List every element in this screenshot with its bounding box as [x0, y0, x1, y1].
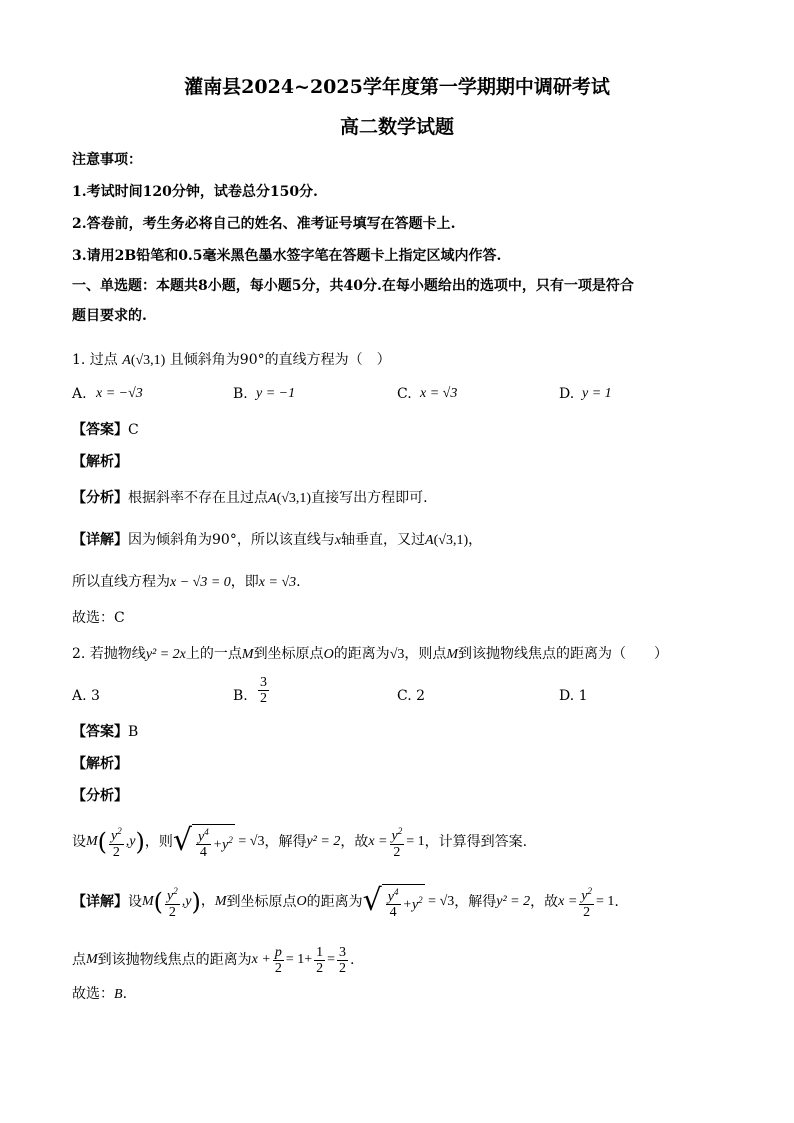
- q2-f-solve: ，解得: [264, 834, 307, 850]
- notice-heading: 注意事项：: [72, 152, 142, 168]
- q2-f-sqrt-expr: √ $\frac{y^4}{4}$ $+y^2$: [172, 822, 233, 861]
- q1-option-c-label: C.: [397, 386, 412, 402]
- q2-dist: √3: [389, 647, 405, 662]
- q1-detail: [72, 530, 732, 551]
- q2-mid3: 的距离为: [333, 646, 390, 662]
- q2-d-frac-x: $\frac{y^2}{2}$: [581, 886, 593, 920]
- q1-fenxi-text-b: 直接写出方程即可.: [311, 490, 428, 506]
- q1-detail-text-a: 因为倾斜角为90°，所以该直线与: [128, 532, 335, 548]
- q1-fenxi-tag: 【分析】: [72, 490, 128, 506]
- q2-d-end: .: [614, 894, 619, 910]
- q1-point-coords: (√3,1): [130, 353, 166, 368]
- q2-option-b-label: B.: [233, 688, 248, 704]
- q2-d2-m: M: [86, 952, 98, 967]
- q2-parabola: y² = 2x: [145, 647, 186, 662]
- q2-d-so: ，故: [530, 894, 559, 910]
- q2-choose: [72, 984, 732, 1005]
- q1-detail-line2: [72, 572, 732, 593]
- q2-f-then: ，则: [144, 834, 173, 850]
- left-paren-glyph: (: [97, 828, 108, 856]
- q2-option-d: D. 1: [559, 688, 588, 704]
- exam-title: 灌南县2024~2025学年度第一学期期中调研考试: [184, 76, 610, 98]
- q2-mid2: 到坐标原点: [253, 646, 324, 662]
- q1-answer-tag: 【答案】: [72, 422, 128, 438]
- q2-analysis-tag: 【解析】: [72, 756, 128, 772]
- q2-mid5: 到该抛物线焦点的距离为（ ）: [458, 646, 669, 662]
- q1-detail2-eq: x − √3 = 0: [170, 575, 231, 590]
- q2-d-y2: y² = 2: [496, 894, 531, 909]
- q2-d2-frac-p: $\frac{p}{2}$: [274, 944, 282, 976]
- q2-mid4: ，则点: [404, 646, 447, 662]
- q1-choose: 故选：C: [72, 610, 125, 626]
- q1-answer-value: C: [128, 422, 139, 438]
- q2-d2-frac-half: $\frac{1}{2}$: [316, 944, 324, 976]
- notice-item-1: 1.考试时间120分钟，试卷总分150分.: [72, 184, 318, 200]
- q2-f-m: M: [86, 834, 98, 849]
- q2-d2-a: 点: [72, 952, 86, 968]
- q1-fenxi: [72, 488, 732, 509]
- q1-suffix: 且倾斜角为90°的直线方程为（ ）: [169, 352, 391, 368]
- q2-point-m-2: M: [446, 647, 459, 662]
- q2-choose-value: B: [114, 987, 123, 1002]
- q2-f-end: ，计算得到答案.: [424, 834, 528, 850]
- q2-fenxi-body: 设 M ( $\frac{y^2}{2}$ ,y ) ，则 √ $\frac{y^4}{4}$ $+y^2$ = √3 ，解得 y² = 2 ，故 x = $\frac{y^2}{2}$ = 1 ，计算得到答案.: [72, 822, 528, 861]
- question-1: [72, 350, 732, 371]
- q1-option-b-label: B.: [233, 386, 248, 402]
- q2-prefix: 2. 若抛物线: [72, 646, 146, 662]
- right-paren-glyph: ): [191, 888, 201, 916]
- q1-option-b: y = −1: [256, 386, 296, 401]
- section-heading-line1: 一、单选题：本题共8小题，每小题5分，共40分.在每小题给出的选项中，只有一项是符合: [72, 278, 634, 294]
- notice-item-3: 3.请用2B铅笔和0.5毫米黑色墨水签字笔在答题卡上指定区域内作答.: [72, 248, 502, 264]
- q1-fenxi-text-a: 根据斜率不存在且过点: [128, 490, 268, 506]
- q2-f-frac-x: $\frac{y^2}{2}$: [391, 826, 403, 860]
- q2-fenxi-tag: 【分析】: [72, 788, 128, 804]
- q1-answer: [72, 420, 732, 440]
- q1-detail-text-b: 轴垂直，又过: [341, 532, 426, 548]
- q2-point-m: M: [241, 647, 254, 662]
- q2-mid1: 上的一点: [185, 646, 242, 662]
- q2-answer-tag: 【答案】: [72, 724, 128, 740]
- q2-f-sqrt3: √3: [249, 834, 265, 849]
- q2-d-mid: 到坐标原点: [226, 894, 297, 910]
- q2-d-m2: M: [214, 894, 227, 909]
- q1-detail-x: x: [334, 533, 342, 548]
- q1-option-a: x = −√3: [96, 386, 143, 401]
- q2-answer-value: B: [128, 724, 139, 740]
- q1-prefix: 1. 过点: [72, 352, 118, 368]
- q1-detail2-eq2: x = √3: [258, 575, 297, 590]
- right-paren-glyph: ): [135, 828, 145, 856]
- q2-detail-tag: 【详解】: [72, 894, 128, 910]
- q1-fenxi-coords: (√3,1): [276, 491, 312, 506]
- q2-d-frac-y2-2: $\frac{y^2}{2}$: [167, 886, 178, 920]
- q2-option-b: [256, 675, 271, 706]
- exam-subtitle: 高二数学试题: [339, 116, 454, 138]
- q2-option-b-num: 3: [260, 675, 267, 690]
- q2-d2-b: 到该抛物线焦点的距离为: [97, 952, 252, 968]
- q2-detail-line2: 点 M 到该抛物线焦点的距离为 x + $\frac{p}{2}$ = 1+ $\frac{1}{2}$ = $\frac{3}{2}$ .: [72, 944, 355, 976]
- q2-origin-o: O: [323, 647, 334, 662]
- q2-f-frac-y2-2: $\frac{y^2}{2}$: [111, 826, 122, 860]
- q1-detail2-a: 所以直线方程为: [72, 574, 170, 590]
- q2-choose-label: 故选：: [72, 986, 114, 1002]
- q1-detail-tag: 【详解】: [72, 532, 128, 548]
- left-paren-glyph: (: [153, 888, 164, 916]
- q2-detail: 【详解】 设 M ( $\frac{y^2}{2}$ ,y ) ， M 到坐标原点 O 的距离为 √ $\frac{y^4}{4}$ $+y^2$ = √3 ，解得 y² = 2 ，故 x = $\frac{y^2}{2}$ = 1 .: [72, 882, 619, 921]
- q2-d-solve: ，解得: [454, 894, 497, 910]
- q2-d-m: M: [142, 894, 154, 909]
- q1-detail2-b: ，即: [230, 574, 259, 590]
- q1-fenxi-point: A: [268, 491, 277, 506]
- q1-point: A: [122, 353, 131, 368]
- q2-d-dist: 的距离为: [306, 894, 363, 910]
- q1-analysis-tag: 【解析】: [72, 454, 128, 470]
- q2-d-sqrt-expr: √ $\frac{y^4}{4}$ $+y^2$: [362, 882, 423, 921]
- q1-option-d-label: D.: [559, 386, 575, 402]
- q2-choose-end: .: [122, 986, 128, 1002]
- q1-option-c: x = √3: [420, 386, 458, 401]
- q2-d-sqrt3: √3: [439, 894, 455, 909]
- q2-f-so: ，故: [340, 834, 369, 850]
- q1-detail-point: A: [425, 533, 434, 548]
- q1-detail2-c: .: [296, 574, 301, 590]
- q2-f-set: 设: [72, 834, 86, 850]
- q2-f-y2: y² = 2: [306, 834, 341, 849]
- q2-d2-end: .: [350, 952, 355, 968]
- section-heading-line2: 题目要求的.: [72, 308, 147, 324]
- q2-answer: [72, 722, 732, 742]
- q1-option-a-label: A.: [72, 386, 87, 402]
- q1-detail-coords: (√3,1): [433, 533, 469, 548]
- q2-option-b-den: 2: [260, 691, 267, 706]
- q2-d2-frac-result: $\frac{3}{2}$: [339, 944, 347, 976]
- q2-option-a: A. 3: [72, 688, 100, 704]
- q2-d-o: O: [296, 894, 307, 909]
- q1-option-d: y = 1: [582, 386, 612, 401]
- q2-d-set: 设: [128, 894, 142, 910]
- notice-item-2: 2.答卷前，考生务必将自己的姓名、准考证号填写在答题卡上.: [72, 216, 456, 232]
- q1-detail-text-c: ，: [468, 532, 483, 548]
- q2-option-c: C. 2: [397, 688, 426, 704]
- question-2: [72, 644, 732, 665]
